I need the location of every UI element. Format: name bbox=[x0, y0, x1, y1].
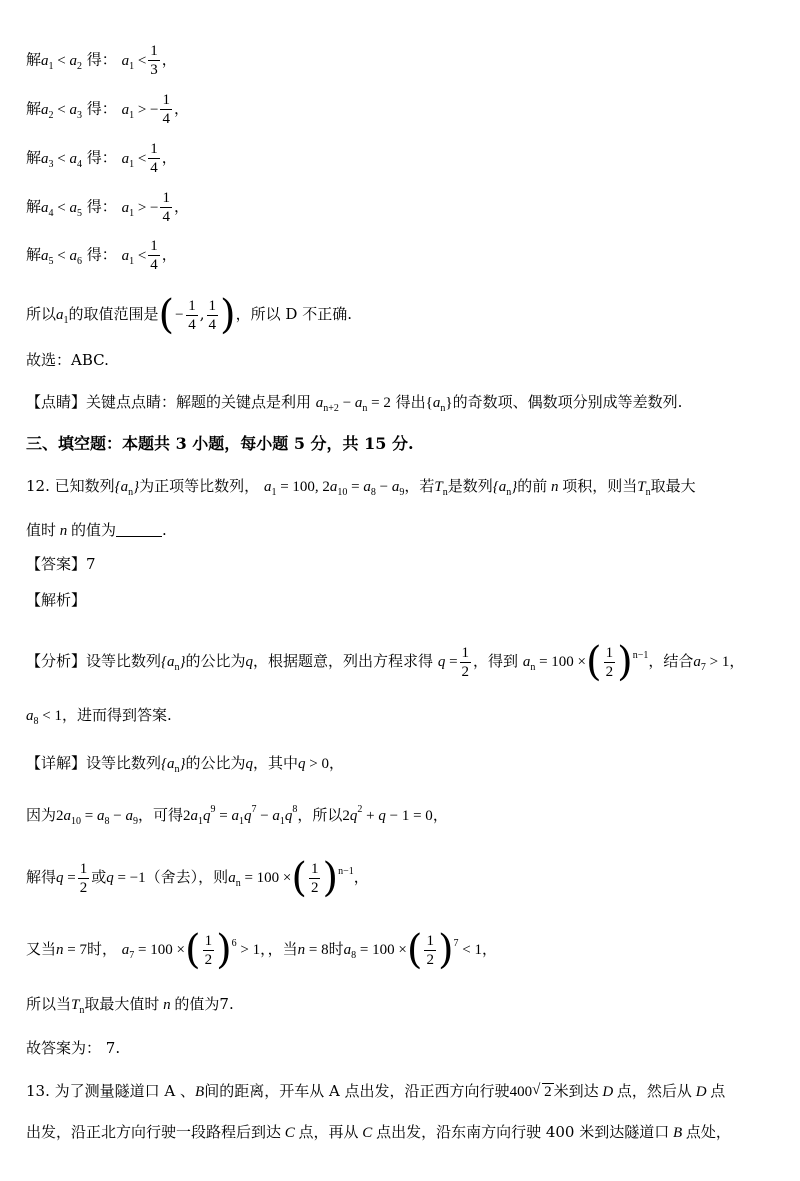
fenxi-line-2: $a_8 < 1$，进而得到答案. bbox=[26, 706, 172, 727]
text: ，得到 bbox=[473, 652, 519, 670]
text: ， bbox=[173, 197, 189, 216]
value: 7 bbox=[219, 995, 229, 1013]
text: 得： bbox=[86, 197, 117, 216]
text: ， bbox=[161, 50, 177, 69]
text: 取最大 bbox=[650, 477, 696, 495]
text: 点，再从 bbox=[298, 1123, 359, 1141]
text: 间的距离，开车从 A 点出发，沿正西方向行驶 bbox=[204, 1082, 510, 1100]
range-line: 所以$a_1$的取值范围是(− $\frac{1}{4}$ , $\frac{1}{4}$ )，所以 D 不正确. bbox=[26, 292, 352, 338]
conclusion-line: 所以当$T_n$取最大值时 n 的值为7. bbox=[26, 995, 234, 1016]
text: 解 bbox=[26, 99, 42, 118]
question-13-line-2: 出发，沿正北方向行驶一段路程后到达 C 点，再从 C 点出发，沿东南方向行驶 400 米到达隧道口 B 点处， bbox=[26, 1123, 731, 1141]
value: 7 bbox=[105, 1039, 116, 1057]
text: 所以 bbox=[26, 305, 57, 323]
solve-line-5 bbox=[26, 237, 177, 274]
math: $a_3 < a_4$ bbox=[41, 150, 82, 170]
text: ， bbox=[432, 806, 448, 824]
because-line: 因为$2a_{10} = a_8 - a_9$，可得$2a_1q^9 = a_1q^7 - a_1q^8$，所以$2q^2 + q - 1 = 0$， bbox=[26, 804, 448, 827]
text: ，若 bbox=[404, 477, 435, 495]
text: 得： bbox=[86, 50, 117, 69]
fraction: $\frac{1}{4}$ bbox=[150, 141, 158, 176]
question-13-line-1: 13. 为了测量隧道口 A 、B间的距离，开车从 A 点出发，沿正西方向行驶400 √ 2 米到达 D 点，然后从 D 点 bbox=[26, 1082, 726, 1100]
choice-line: 故选：ABC. bbox=[26, 351, 109, 369]
text: 为了测量隧道口 A 、 bbox=[54, 1082, 196, 1100]
text: 【分析】设等比数列 bbox=[26, 652, 162, 670]
text: 因为 bbox=[26, 806, 57, 824]
math: $a_{n+2} - a_n = 2$ bbox=[315, 395, 391, 414]
text: 得出 bbox=[395, 393, 426, 411]
math: $a_1 < a_2$ bbox=[41, 52, 82, 72]
text: 点 bbox=[710, 1082, 726, 1100]
math: $a_1$ > − bbox=[121, 199, 159, 219]
text: . bbox=[162, 521, 167, 539]
question-number: 12. bbox=[26, 477, 50, 495]
text: . bbox=[115, 1039, 121, 1057]
math: $a_1$ < bbox=[121, 247, 147, 267]
text: ， bbox=[353, 868, 369, 886]
text: 是数列 bbox=[447, 477, 493, 495]
text: 的公比为 bbox=[185, 652, 246, 670]
text: ，根据题意，列出方程求得 bbox=[253, 652, 434, 670]
dianjing-line bbox=[26, 391, 682, 420]
text: 解 bbox=[26, 50, 42, 69]
text: 的取值范围是 bbox=[68, 305, 159, 323]
text: 所以当 bbox=[26, 995, 72, 1013]
text: 故答案为： bbox=[26, 1039, 102, 1057]
math: $a_1$ < bbox=[121, 150, 147, 170]
solve-q-line: 解得q = $\frac{1}{2}$ 或q = −1（舍去），则$a_n = 100$ ×( $\frac{1}{2}$ )$^{n-1}$， bbox=[26, 855, 369, 901]
text: 的值为 bbox=[174, 995, 220, 1013]
text: 解 bbox=[26, 245, 42, 264]
solve-line-1 bbox=[26, 42, 177, 79]
text: ，进而得到答案. bbox=[61, 706, 172, 724]
text: 点，然后从 bbox=[616, 1082, 692, 1100]
text: 得： bbox=[86, 99, 117, 118]
text: 又当 bbox=[26, 940, 57, 958]
text: 为正项等比数列， bbox=[139, 477, 260, 495]
text: 得： bbox=[86, 245, 117, 264]
fraction: $\frac{1}{3}$ bbox=[150, 43, 158, 78]
text: 点出发，沿东南方向行驶 400 米到达隧道口 bbox=[376, 1123, 670, 1141]
text: ，结合 bbox=[648, 652, 694, 670]
solve-line-2 bbox=[26, 91, 189, 128]
text: ， bbox=[329, 754, 345, 772]
text: 的前 bbox=[517, 477, 548, 495]
text: ，所以 D 不正确. bbox=[235, 305, 352, 323]
fraction: $\frac{1}{4}$ bbox=[150, 238, 158, 273]
text: 已知数列 bbox=[54, 477, 115, 495]
answer-blank bbox=[116, 522, 162, 537]
text: 项积，则当 bbox=[562, 477, 638, 495]
text: 点处， bbox=[685, 1123, 731, 1141]
text: 取最大值时 bbox=[84, 995, 160, 1013]
question-12-line-1: 12. 已知数列$\{a_n\}$为正项等比数列， $a_1 = 100$, $2a_{10} = a_8 - a_9$，若$T_n$是数列$\{a_n\}$的前 n 项积，则当$T_n$取最大 bbox=[26, 477, 696, 498]
fraction: $\frac{1}{4}$ bbox=[162, 190, 170, 225]
text: 时， bbox=[86, 940, 117, 958]
math: $a_2 < a_3$ bbox=[41, 101, 82, 121]
question-12-line-2: 值时 n 的值为 . bbox=[26, 521, 167, 539]
text: 值时 bbox=[26, 521, 57, 539]
text: 解 bbox=[26, 148, 42, 167]
math: $a_1$ bbox=[56, 307, 69, 326]
answer-line: 【答案】7 bbox=[26, 555, 96, 573]
question-number: 13. bbox=[26, 1082, 50, 1100]
fenxi-line-1: 【分析】设等比数列$\{a_n\}$的公比为q，根据题意，列出方程求得 q = $\frac{1}{2}$ ，得到 $a_n = 100$ ×( $\frac{1}{2}$ )$^{n-1}$，结合$a_7 > 1$， bbox=[26, 639, 745, 685]
section-heading: 三、填空题：本题共 3 小题，每小题 5 分，共 15 分. bbox=[26, 434, 414, 453]
text: 的值为 bbox=[71, 521, 117, 539]
final-answer-line bbox=[26, 1037, 120, 1059]
text: ，可得 bbox=[137, 806, 183, 824]
text: （舍去），则 bbox=[145, 868, 229, 886]
math: $a_1$ < bbox=[121, 52, 147, 72]
math: $a_5 < a_6$ bbox=[41, 247, 82, 267]
text: 时 bbox=[328, 940, 344, 958]
text: 得： bbox=[86, 148, 117, 167]
check-line: 又当n = 7时， $a_7 = 100$ ×( $\frac{1}{2}$ )$^6$ > 1，，当n = 8时$a_8 = 100$ ×( $\frac{1}{2}$ )$^7$ < 1， bbox=[26, 927, 498, 973]
text: 【点睛】关键点点睛：解题的关键点是利用 bbox=[26, 393, 312, 411]
math: $a_4 < a_5$ bbox=[41, 199, 82, 219]
text: ， bbox=[161, 245, 177, 264]
fraction: $\frac{1}{4}$ bbox=[162, 92, 170, 127]
xiangjie-line: 【详解】设等比数列$\{a_n\}$的公比为q，其中q > 0， bbox=[26, 754, 345, 775]
text: 米到达 bbox=[553, 1082, 599, 1100]
text: 解得 bbox=[26, 868, 57, 886]
text: . bbox=[228, 995, 234, 1013]
analysis-label: 【解析】 bbox=[26, 591, 87, 609]
text: 的奇数项、偶数项分别成等差数列. bbox=[452, 393, 683, 411]
text: ，所以 bbox=[297, 806, 343, 824]
text: ， bbox=[173, 99, 189, 118]
text: ，当 bbox=[267, 940, 298, 958]
math: $\{a_n\}$ bbox=[425, 395, 453, 414]
text: 【详解】设等比数列 bbox=[26, 754, 162, 772]
math: $a_1$ > − bbox=[121, 101, 159, 121]
text: ， bbox=[161, 148, 177, 167]
text: 解 bbox=[26, 197, 42, 216]
text: 出发，沿正北方向行驶一段路程后到达 bbox=[26, 1123, 282, 1141]
solve-line-4 bbox=[26, 189, 189, 226]
text: 的公比为 bbox=[185, 754, 246, 772]
solve-line-3 bbox=[26, 140, 177, 177]
text: ，其中 bbox=[253, 754, 299, 772]
text: 或 bbox=[91, 868, 107, 886]
